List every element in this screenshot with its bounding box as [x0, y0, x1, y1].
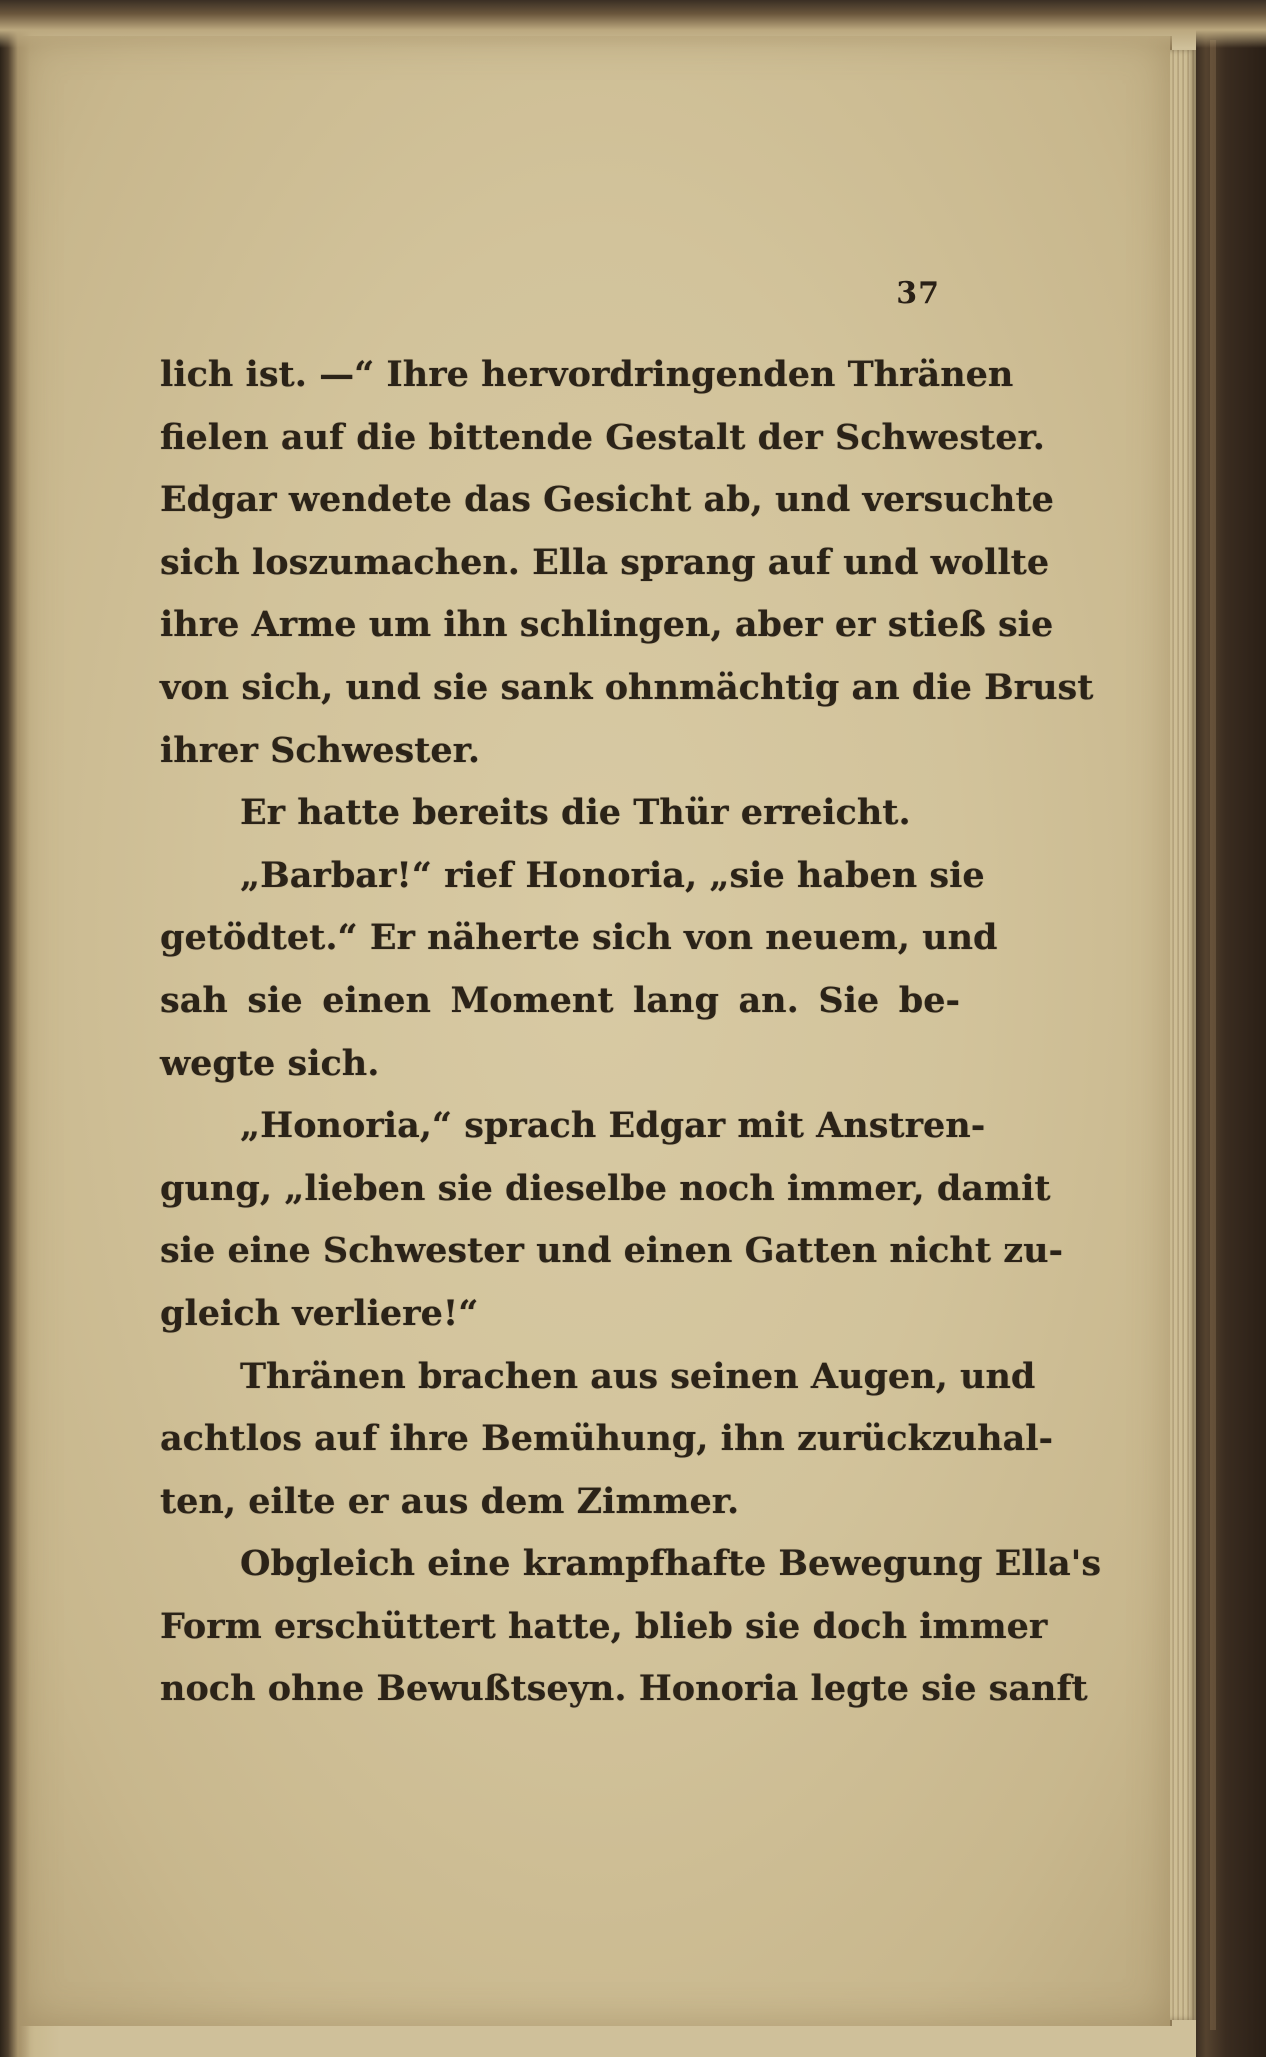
text-line: Form erschüttert hatte, blieb sie doch immer: [160, 1605, 1048, 1647]
page-number: 37: [896, 276, 940, 311]
text-line: wegte sich.: [160, 1042, 380, 1084]
book-cover: [1196, 20, 1266, 2057]
text-line: Obgleich eine krampfhafte Bewegung Ella's: [240, 1543, 1102, 1585]
cover-sheen: [1210, 40, 1216, 2030]
text-line: „Barbar!“ rief Honoria, „sie haben sie: [240, 854, 985, 896]
text-line: Er hatte bereits die Thür erreicht.: [240, 792, 911, 834]
text-line: von sich, und sie sank ohnmächtig an die Brust: [160, 666, 1094, 708]
text-line: sich loszumachen. Ella sprang auf und wollte: [160, 541, 1050, 583]
page-block-edges: [1170, 50, 1196, 2020]
text-line: getödtet.“ Er näherte sich von neuem, und: [160, 917, 998, 959]
binding-edge: [0, 0, 30, 2057]
text-line: noch ohne Bewußtseyn. Honoria legte sie sanft: [160, 1668, 1088, 1710]
text-line: Thränen brachen aus seinen Augen, und: [240, 1355, 1036, 1397]
text-line: sah sie einen Moment lang an. Sie be-: [160, 979, 960, 1021]
text-line: fielen auf die bittende Gestalt der Schwester.: [160, 416, 1045, 458]
top-edge: [0, 0, 1266, 48]
text-line: Edgar wendete das Gesicht ab, und versuchte: [160, 479, 1054, 521]
text-line: achtlos auf ihre Bemühung, ihn zurückzuhal-: [160, 1418, 1054, 1460]
text-line: ten, eilte er aus dem Zimmer.: [160, 1480, 740, 1522]
text-line: „Honoria,“ sprach Edgar mit Anstren-: [240, 1105, 986, 1147]
text-line: ihre Arme um ihn schlingen, aber er stieß sie: [160, 604, 1054, 646]
text-line: gleich verliere!“: [160, 1292, 479, 1334]
book-page: [20, 36, 1172, 2026]
text-line: gung, „lieben sie dieselbe noch immer, damit: [160, 1167, 1051, 1209]
text-line: sie eine Schwester und einen Gatten nicht zu-: [160, 1230, 1064, 1272]
text-line: ihrer Schwester.: [160, 729, 481, 771]
body-text: [160, 344, 1102, 1721]
text-line: lich ist. —“ Ihre hervordringenden Thränen: [160, 354, 1014, 395]
